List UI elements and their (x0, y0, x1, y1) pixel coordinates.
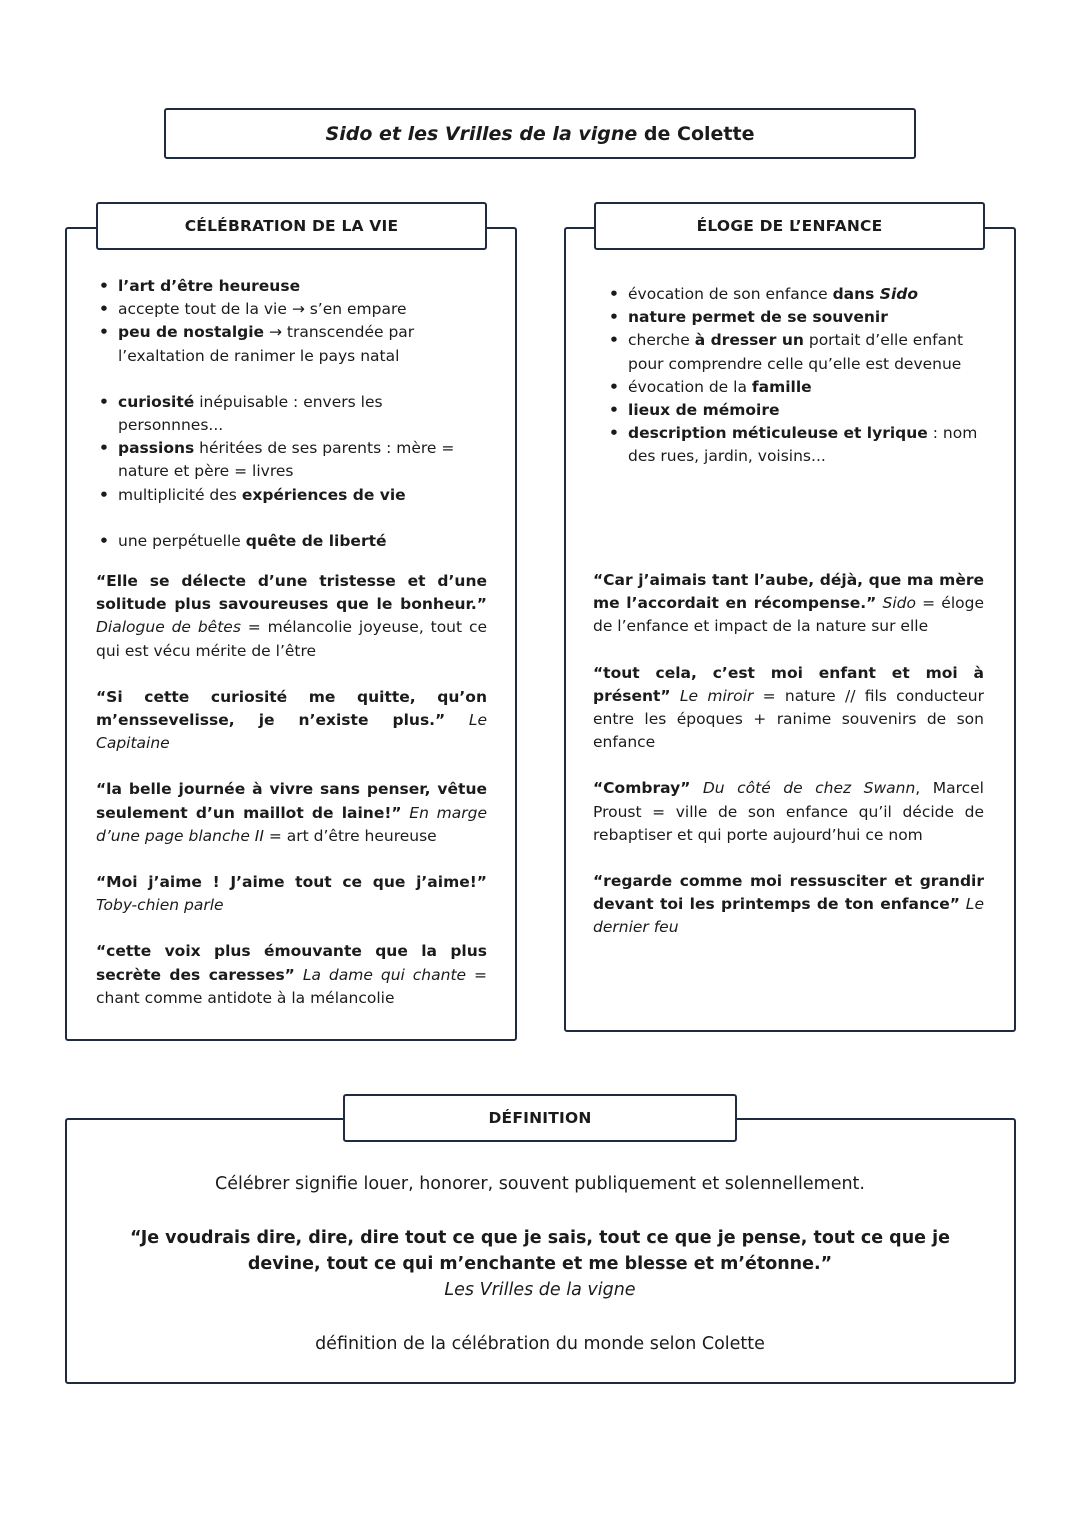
definition-heading: DÉFINITION (343, 1094, 737, 1142)
definition-source: Les Vrilles de la vigne (444, 1280, 636, 1300)
right-panel-heading: ÉLOGE DE L’ENFANCE (594, 202, 985, 250)
definition-line: Célébrer signifie louer, honorer, souvent publiquement et solennellement. (215, 1174, 865, 1194)
definition-note: définition de la célébration du monde selon Colette (315, 1334, 765, 1354)
list-item: • évocation de la famille (606, 376, 991, 399)
list-item: • description méticuleuse et lyrique : nom des rues, jardin, voisins... (606, 422, 991, 468)
right-quotes (593, 569, 984, 963)
left-panel-heading: CÉLÉBRATION DE LA VIE (96, 202, 487, 250)
quote-block: “Elle se délecte d’une tristesse et d’une solitude plus savoureuses que le bonheur.” Dialogue de bêtes = mélancolie joyeuse, tout ce qui est vécu mérite de l’être (96, 572, 488, 660)
quote-block: “la belle journée à vivre sans penser, vêtue seulement d’un maillot de laine!” En marge d’une page blanche II = art d’être heureuse (96, 780, 487, 845)
list-item: • lieux de mémoire (606, 399, 991, 422)
list-item: • passions héritées de ses parents : mère = nature et père = livres (96, 437, 491, 483)
left-bullet-group-2 (96, 391, 491, 507)
quote-block: “regarde comme moi ressusciter et grandir devant toi les printemps de ton enfance” Le dernier feu (593, 872, 984, 937)
left-bullet-group-1 (96, 275, 491, 368)
quote-block: “Moi j’aime ! J’aime tout ce que j’aime!” Toby-chien parle (96, 873, 487, 915)
right-bullets (606, 283, 991, 469)
left-quotes (96, 570, 487, 1033)
list-item: • l’art d’être heureuse (96, 275, 491, 298)
right-bullet-group (606, 283, 991, 469)
quote-block: “Combray” Du côté de chez Swann, Marcel Proust = ville de son enfance qu’il décide de rebaptiser et qui porte aujourd’hui ce nom (593, 779, 984, 844)
definition-quote: “Je voudrais dire, dire, dire tout ce que je sais, tout ce que je pense, tout ce que je devine, tout ce qui m’enchante et me blesse et m’étonne.” (129, 1228, 950, 1274)
left-bullets (96, 275, 491, 553)
quote-block: “Si cette curiosité me quitte, qu’on m’enssevelisse, je n’existe plus.” Le Capitaine (96, 687, 487, 753)
left-bullet-group-3 (96, 530, 491, 553)
list-item: • évocation de son enfance dans Sido (606, 283, 991, 306)
quote-block: “Car j’aimais tant l’aube, déjà, que ma mère me l’accordait en récompense.” Sido = éloge de l’enfance et impact de la nature sur elle (593, 571, 984, 636)
quote-block: “tout cela, c’est moi enfant et moi à présent” Le miroir = nature // fils conducteur entre les époques + ranime souvenirs de son enfance (593, 663, 984, 752)
title-text: Sido et les Vrilles de la vigne de Colette (325, 122, 755, 145)
list-item: • curiosité inépuisable : envers les personnnes... (96, 391, 491, 437)
list-item: • une perpétuelle quête de liberté (96, 530, 491, 553)
list-item: • cherche à dresser un portait d’elle enfant pour comprendre celle qu’elle est devenue (606, 329, 991, 375)
list-item: • peu de nostalgie → transcendée par l’exaltation de ranimer le pays natal (96, 321, 491, 367)
quote-block: “cette voix plus émouvante que la plus secrète des caresses” La dame qui chante = chant comme antidote à la mélancolie (96, 942, 487, 1007)
list-item: • accepte tout de la vie → s’en empare (96, 298, 491, 321)
list-item: • multiplicité des expériences de vie (96, 484, 491, 507)
document-title-box (164, 108, 916, 159)
list-item: • nature permet de se souvenir (606, 306, 991, 329)
